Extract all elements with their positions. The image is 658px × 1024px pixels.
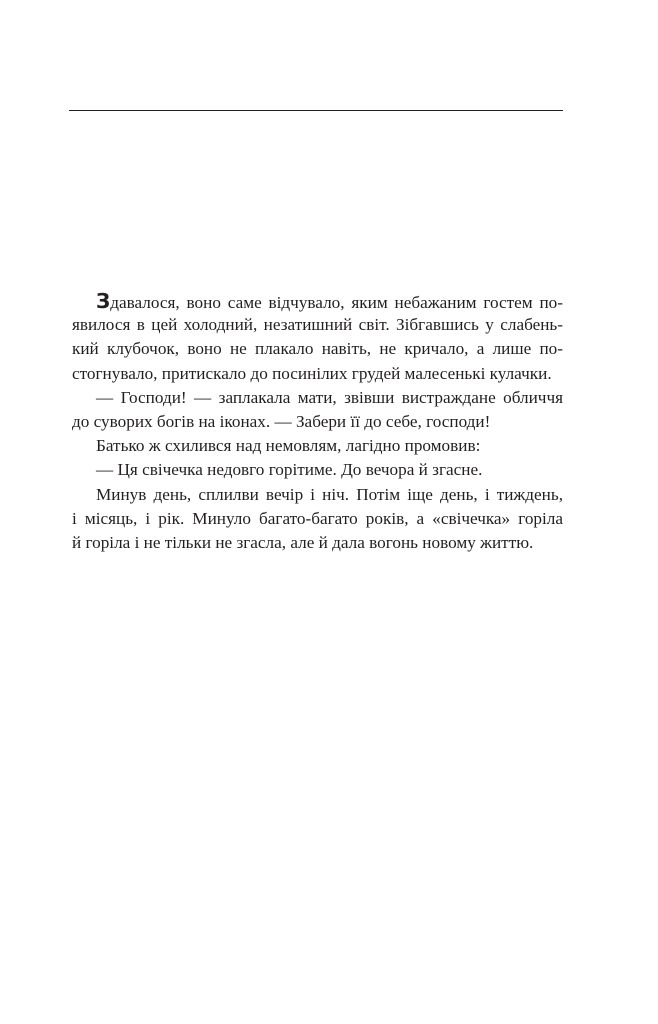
- paragraph-line: Батько ж схилився над немовлям, лагідно промовив:: [96, 436, 481, 456]
- paragraph-line: явилося в цей холодний, незатишний світ. Зібгавшись у слабень-: [72, 315, 563, 335]
- paragraph-line: — Господи! — заплакала мати, звівши вистраждане обличчя: [96, 387, 563, 407]
- paragraph-line: стогнувало, притискало до посинілих грудей малесенькі кулачки.: [72, 363, 552, 383]
- body-text: [72, 289, 563, 555]
- paragraph-line: кий клубочок, воно не плакало навіть, не кричало, а лише по-: [72, 339, 563, 359]
- paragraph-line-text: давалося, воно саме відчувало, яким небажаним гостем по-: [110, 293, 563, 312]
- paragraph-line: Минув день, сплилви вечір і ніч. Потім іще день, і тиждень,: [96, 484, 563, 504]
- paragraph-line: — Ця свічечка недовго горітиме. До вечора й згасне.: [96, 460, 483, 480]
- drop-cap: З: [96, 289, 111, 313]
- top-rule: [69, 110, 563, 111]
- paragraph-line: [72, 289, 563, 313]
- paragraph-line: і місяць, і рік. Минуло багато-багато років, а «свічечка» горіла: [72, 508, 563, 528]
- paragraph-line: й горіла і не тільки не згасла, але й дала вогонь новому життю.: [72, 532, 534, 552]
- paragraph-line: до суворих богів на іконах. — Забери її до себе, господи!: [72, 411, 491, 431]
